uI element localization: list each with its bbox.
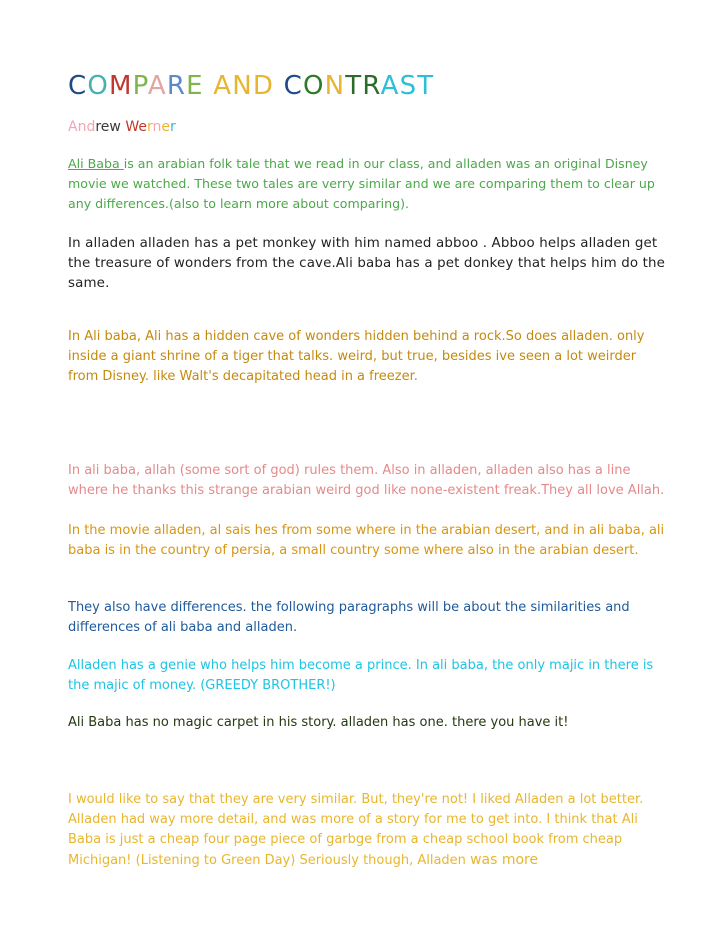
conclusion-paragraph-text: I would like to say that they are very similar. But, they're not! I liked Alladen a lot better. Alladen had way more detail, and was more of a story for me to get into. I think that Ali Baba is just a cheap four page piece of garbge from a cheap school book from cheap Michigan! (Listening to Green Day) Seriously though, Alladen — [68, 792, 644, 868]
title-segment: T — [345, 71, 363, 101]
title-segment: AND — [203, 71, 284, 101]
author-segment: And — [68, 119, 96, 135]
setting-paragraph: In the movie alladen, al sais hes from some where in the arabian desert, and in ali baba, ali baba is in the country of persia, a small country some where also in the arabian desert. — [68, 523, 665, 558]
author-name — [68, 117, 176, 137]
author-segment: We — [125, 119, 147, 135]
pet-paragraph: In alladen alladen has a pet monkey with him named abboo . Abboo helps alladen get the treasure of wonders from the cave.Ali baba has a pet donkey that helps him do the same. — [68, 236, 666, 291]
author-segment: r — [169, 119, 176, 135]
title-segment: C — [283, 71, 303, 101]
magic-carpet-paragraph: Ali Baba has no magic carpet in his story. alladen has one. there you have it! — [68, 715, 569, 730]
cave-paragraph: In Ali baba, Ali has a hidden cave of wonders hidden behind a rock.So does alladen. only inside a giant shrine of a tiger that talks. weird, but true, besides ive seen a lot weirder from Disney. like Walt's decapitated head in a freezer. — [68, 329, 645, 384]
intro-paragraph — [68, 154, 666, 214]
document-title — [68, 70, 434, 102]
title-segment: M — [109, 71, 133, 101]
title-segment: O — [302, 71, 325, 101]
author-segment: n — [152, 119, 162, 135]
author-segment: rew — [95, 119, 126, 135]
title-segment: O — [87, 71, 110, 101]
allah-paragraph: In ali baba, allah (some sort of god) rules them. Also in alladen, alladen also has a line where he thanks this strange arabian weird god like none-existent freak.They all love Allah. — [68, 463, 665, 498]
conclusion-paragraph-tail: was more — [470, 852, 539, 868]
title-segment: R — [362, 71, 381, 101]
title-segment: E — [186, 71, 204, 101]
intro-paragraph-text: is an arabian folk tale that we read in our class, and alladen was an original Disney movie we watched. These two tales are verry similar and we are comparing them to clear up any differences.(also to learn more about comparing). — [68, 156, 655, 211]
differences-intro-paragraph: They also have differences. the following paragraphs will be about the similarities and differences of ali baba and alladen. — [68, 600, 630, 635]
title-segment: N — [324, 71, 346, 101]
genie-paragraph: Alladen has a genie who helps him become a prince. In ali baba, the only majic in there is the majic of money. (GREEDY BROTHER!) — [68, 658, 654, 693]
author-segment: e — [161, 119, 170, 135]
title-segment: C — [68, 71, 88, 101]
title-segment: P — [132, 71, 148, 101]
ali-baba-title-link: Ali Baba — [68, 156, 124, 171]
title-segment: A — [147, 71, 167, 101]
title-segment: AST — [380, 71, 435, 101]
conclusion-paragraph — [68, 790, 666, 871]
author-segment: r — [146, 119, 153, 135]
title-segment: R — [166, 71, 187, 101]
